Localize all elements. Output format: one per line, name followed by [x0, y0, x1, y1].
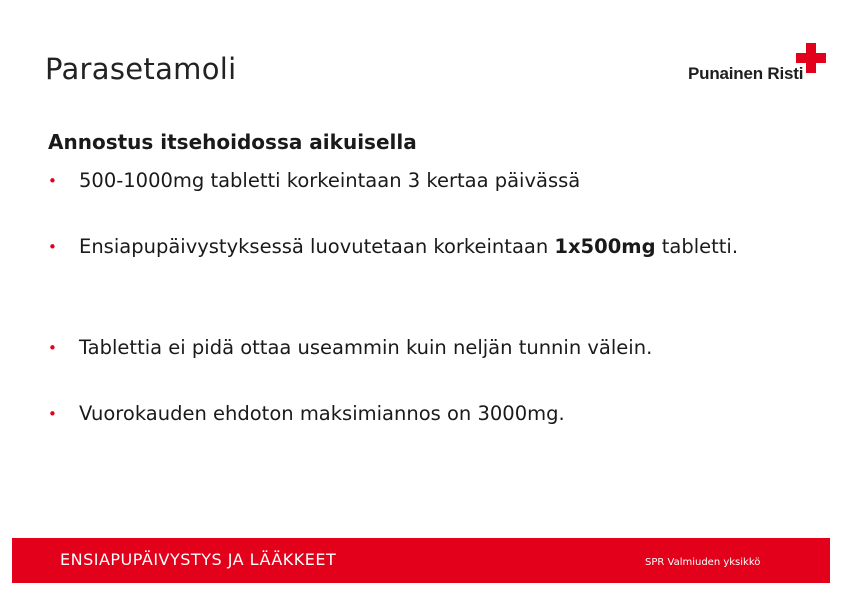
- bullet-item: [48, 401, 565, 427]
- footer-title: ENSIAPUPÄIVYSTYS JA LÄÄKKEET: [60, 550, 337, 569]
- bullet-text: Vuorokauden ehdoton maksimiannos on 3000mg.: [79, 402, 565, 425]
- bullet-text-part: Ensiapupäivystyksessä luovutetaan korkeintaan: [79, 235, 555, 258]
- bullet-text: [79, 234, 808, 260]
- bullet-item: [48, 335, 652, 361]
- bullet-text-part: tabletti.: [655, 235, 739, 258]
- bullet-item: [48, 168, 580, 194]
- logo-text: Punainen Risti: [688, 64, 804, 83]
- bullet-item: [48, 234, 808, 260]
- red-cross-icon: [796, 43, 826, 73]
- bullet-dot: •: [48, 172, 57, 190]
- footer-bar: [12, 538, 830, 583]
- bullet-dot: •: [48, 339, 57, 357]
- bullet-text: 500-1000mg tabletti korkeintaan 3 kertaa päivässä: [79, 169, 581, 192]
- bullet-dot: •: [48, 238, 57, 256]
- bullet-dot: •: [48, 405, 57, 423]
- bullet-emphasis: 1x500mg: [554, 235, 656, 258]
- slide-content: [48, 130, 808, 425]
- footer-organization: SPR Valmiuden yksikkö: [645, 557, 761, 568]
- section-heading: Annostus itsehoidossa aikuisella: [48, 130, 417, 154]
- red-cross-logo: [688, 40, 830, 92]
- slide-title: Parasetamoli: [45, 52, 237, 86]
- bullet-text: Tablettia ei pidä ottaa useammin kuin neljän tunnin välein.: [79, 336, 653, 359]
